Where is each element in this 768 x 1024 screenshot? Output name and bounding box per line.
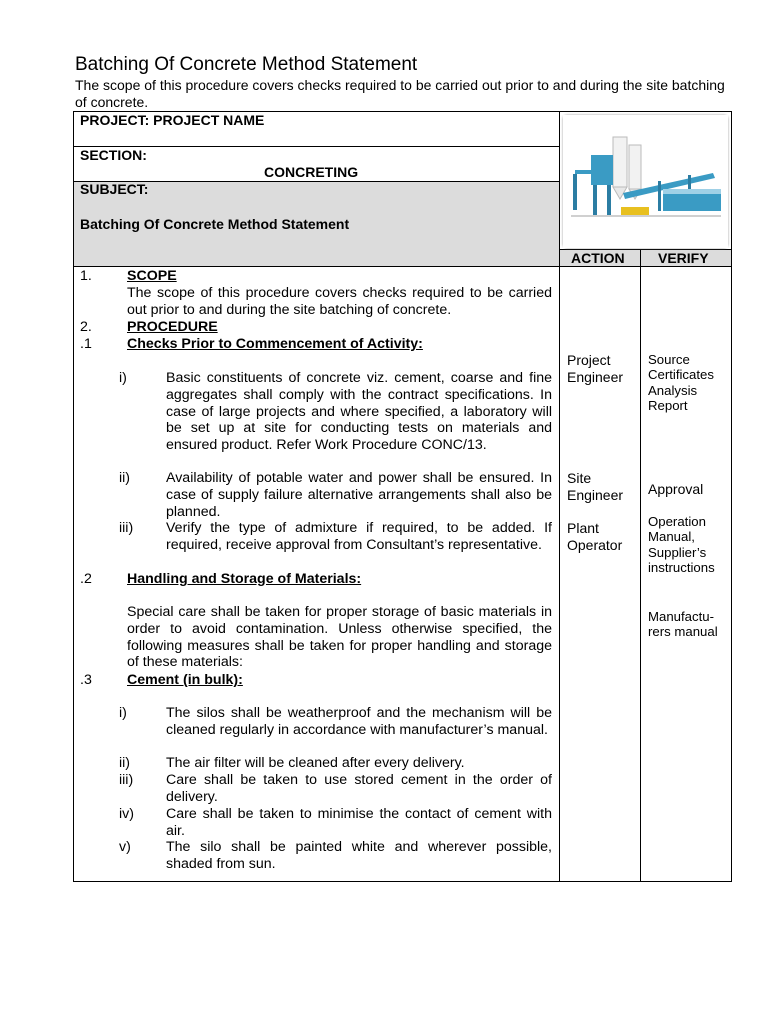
verify-column-header: VERIFY [658,250,709,266]
document-title: Batching Of Concrete Method Statement [75,54,418,75]
subject-label: SUBJECT: [80,181,149,197]
check-item-text: Verify the type of admixture if required, to be added. If required, receive approval from Consultant’s representative. [166,520,552,553]
verify-operation-manual: Operation Manual, Supplier’s instructions [648,514,715,575]
row-divider [73,266,732,267]
action-site-engineer: Site Engineer [567,470,624,503]
item-number: v) [119,839,131,855]
batching-plant-image [563,115,728,248]
column-divider [559,111,560,882]
item-number: iii) [119,772,134,788]
document-intro: The scope of this procedure covers checks required to be carried out prior to and during the site batching of concrete. [75,77,725,110]
project-name: PROJECT: PROJECT NAME [80,112,265,128]
scope-text: The scope of this procedure covers checks required to be carried out prior to and during the site batching of concrete. [127,285,552,318]
cement-heading: Cement (in bulk): [127,672,243,688]
section-label: SECTION: [80,147,147,163]
item-number: iii) [119,520,134,536]
section-number: 1. [80,268,92,284]
section-value: CONCRETING [264,164,359,180]
cement-item-text: The silo shall be painted white and wherever possible, shaded from sun. [166,839,552,872]
procedure-heading: PROCEDURE [127,319,218,335]
cement-item-text: Care shall be taken to minimise the contact of cement with air. [166,806,552,839]
verify-source-certificates: Source Certificates Analysis Report [648,352,714,413]
cement-item-text: The air filter will be cleaned after every delivery. [166,755,465,771]
batching-plant-icon [563,115,728,248]
action-column-header: ACTION [571,250,625,266]
handling-heading: Handling and Storage of Materials: [127,571,362,587]
scope-heading: SCOPE [127,268,177,284]
subject-value: Batching Of Concrete Method Statement [80,216,350,232]
subsection-number: .1 [80,336,92,352]
verify-manufacturers-manual: Manufactu-rers manual [648,609,718,640]
check-item-text: Basic constituents of concrete viz. cement, coarse and fine aggregates shall comply with the contract specifications. In case of large projects and where specified, a laboratory will be set up at site for conducting tests on materials and ensured product. Refer Work Procedure CONC/13. [166,370,552,454]
check-item-text: Availability of potable water and power shall be ensured. In case of supply failure alternative arrangements shall also be planned. [166,470,552,520]
handling-text: Special care shall be taken for proper storage of basic materials in order to avoid contamination. Unless otherwise specified, the following measures shall be taken for proper handling and storage of these materials: [127,604,552,671]
cement-item-text: The silos shall be weatherproof and the mechanism will be cleaned regularly in accordance with manufacturer’s manual. [166,705,552,738]
subsection-number: .3 [80,672,92,688]
item-number: i) [119,370,127,386]
checks-heading: Checks Prior to Commencement of Activity: [127,336,423,352]
item-number: iv) [119,806,134,822]
item-number: ii) [119,755,131,771]
action-project-engineer: Project Engineer [567,352,624,385]
item-number: ii) [119,470,131,486]
verify-approval: Approval [648,481,704,497]
column-divider [640,249,641,882]
cement-item-text: Care shall be taken to use stored cement in the order of delivery. [166,772,552,805]
item-number: i) [119,705,127,721]
subsection-number: .2 [80,571,92,587]
action-plant-operator: Plant Operator [567,520,623,553]
section-number: 2. [80,319,92,335]
